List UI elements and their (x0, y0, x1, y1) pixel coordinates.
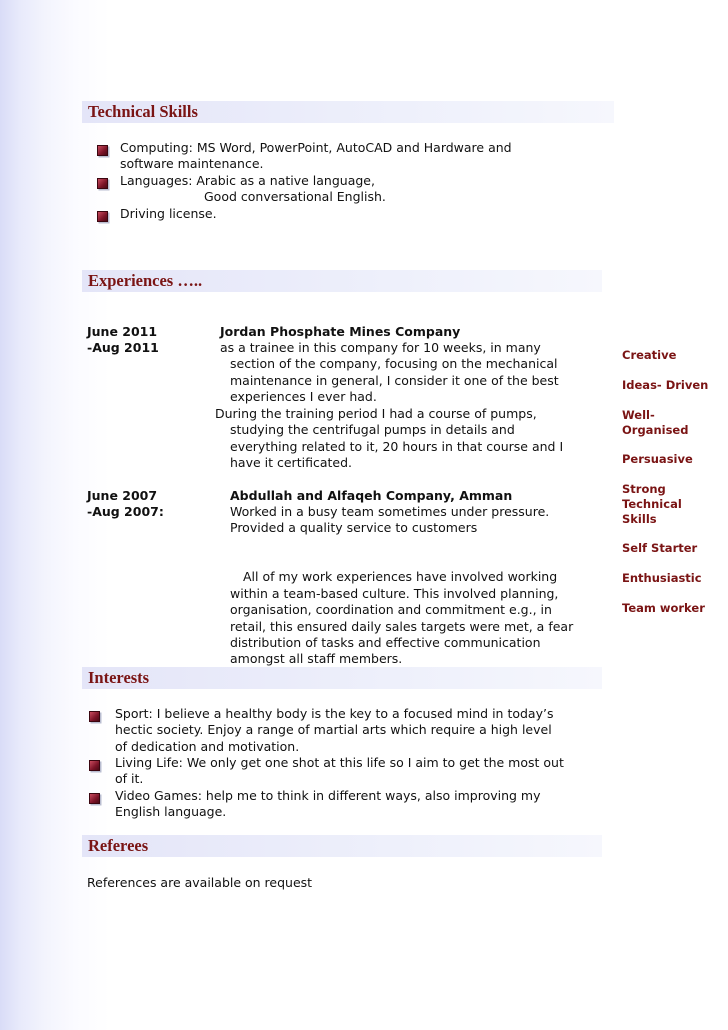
interest-line: of it. (115, 771, 144, 786)
referees-text: References are available on request (87, 875, 313, 890)
job-description: Provided a quality service to customers (230, 520, 478, 535)
bullet-icon (97, 211, 108, 222)
skill-line: Languages: Arabic as a native language, (120, 173, 375, 188)
job-date: June 2007 (87, 488, 158, 503)
bullet-icon (89, 760, 100, 771)
trait-ideas-driven: Ideas- Driven (622, 378, 709, 392)
job-date: -Aug 2011 (87, 340, 159, 355)
job-date: June 2011 (87, 324, 158, 339)
interest-line: of dedication and motivation. (115, 739, 300, 754)
interest-line: English language. (115, 804, 227, 819)
experience-summary: distribution of tasks and effective communication (230, 635, 541, 650)
experience-summary: organisation, coordination and commitment e.g., in (230, 602, 552, 617)
referees-heading: Referees (82, 835, 602, 857)
trait-creative: Creative (622, 348, 677, 362)
interests-heading: Interests (82, 667, 602, 689)
interest-line: Video Games: help me to think in different ways, also improving my (115, 788, 541, 803)
trait-well-organised: Well- Organised (622, 408, 689, 437)
trait-team-worker: Team worker (622, 601, 705, 615)
job-date: -Aug 2007: (87, 504, 164, 519)
bullet-icon (97, 145, 108, 156)
job-description: everything related to it, 20 hours in that course and I (230, 439, 564, 454)
technical-skills-heading: Technical Skills (82, 101, 614, 123)
interest-line: hectic society. Enjoy a range of martial arts which require a high level (115, 722, 552, 737)
experiences-heading: Experiences ….. (82, 270, 602, 292)
skill-line: Computing: MS Word, PowerPoint, AutoCAD and Hardware and (120, 140, 512, 155)
job-description: have it certificated. (230, 455, 352, 470)
bullet-icon (97, 178, 108, 189)
interest-line: Sport: I believe a healthy body is the key to a focused mind in today’s (115, 706, 554, 721)
experience-summary: within a team-based culture. This involved planning, (230, 586, 559, 601)
trait-strong-technical-skills: Strong Technical Skills (622, 482, 682, 526)
skill-line: software maintenance. (120, 156, 264, 171)
job-company: Abdullah and Alfaqeh Company, Amman (230, 488, 513, 503)
job-description: section of the company, focusing on the mechanical (230, 356, 558, 371)
experience-summary: All of my work experiences have involved working (243, 569, 558, 584)
interest-line: Living Life: We only get one shot at this life so I aim to get the most out (115, 755, 564, 770)
bullet-icon (89, 793, 100, 804)
job-description: Worked in a busy team sometimes under pressure. (230, 504, 550, 519)
trait-enthusiastic: Enthusiastic (622, 571, 702, 585)
bullet-icon (89, 711, 100, 722)
experience-summary: retail, this ensured daily sales targets were met, a fear (230, 619, 574, 634)
job-description: experiences I ever had. (230, 389, 377, 404)
job-company: Jordan Phosphate Mines Company (220, 324, 461, 339)
trait-self-starter: Self Starter (622, 541, 698, 555)
job-description: studying the centrifugal pumps in details and (230, 422, 515, 437)
job-description: During the training period I had a course of pumps, (215, 406, 537, 421)
skill-line: Driving license. (120, 206, 217, 221)
job-description: maintenance in general, I consider it one of the best (230, 373, 559, 388)
skill-line: Good conversational English. (204, 189, 386, 204)
experience-summary: amongst all staff members. (230, 651, 403, 666)
job-description: as a trainee in this company for 10 weeks, in many (220, 340, 541, 355)
trait-persuasive: Persuasive (622, 452, 693, 466)
